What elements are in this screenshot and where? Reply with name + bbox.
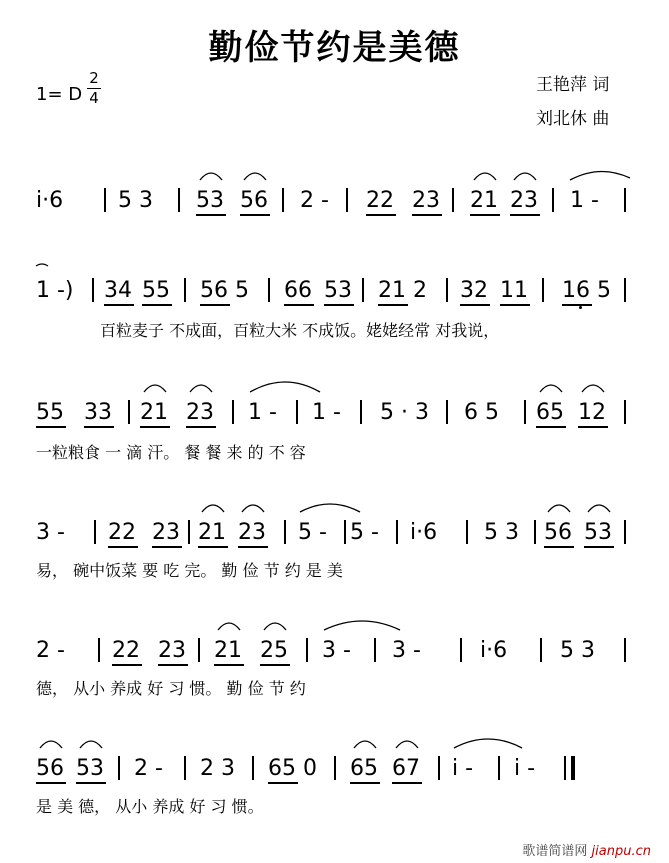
note-group: 56 bbox=[544, 520, 572, 545]
note-group: 5 - bbox=[298, 520, 327, 545]
note-group: 65 bbox=[536, 400, 564, 425]
note-group: 66 bbox=[284, 278, 312, 303]
note-group: 5 - bbox=[350, 520, 379, 545]
tie bbox=[324, 621, 400, 630]
slur bbox=[242, 505, 264, 512]
note-group: i·6 bbox=[36, 188, 64, 213]
note-group: 21 bbox=[470, 188, 498, 213]
note-group: 53 bbox=[584, 520, 612, 545]
slur bbox=[218, 623, 240, 630]
note-group: 3 - bbox=[392, 638, 421, 663]
lyrics-line: 百粒麦子 不成面，百粒大米 不成饭。姥姥经常 对我说， bbox=[100, 321, 500, 340]
note-group: 67 bbox=[392, 756, 420, 781]
note-group: 53 bbox=[324, 278, 352, 303]
tie bbox=[250, 382, 320, 392]
slur bbox=[548, 505, 570, 512]
note-group: 22 bbox=[112, 638, 140, 663]
note-group: i - bbox=[514, 756, 536, 781]
slur bbox=[200, 173, 222, 180]
note-group: 55 bbox=[36, 400, 64, 425]
note-group: 25 bbox=[260, 638, 288, 663]
tie bbox=[570, 171, 630, 180]
slur bbox=[396, 741, 418, 748]
note-group: 2 - bbox=[134, 756, 163, 781]
slur bbox=[264, 623, 286, 630]
note-group: 1 - bbox=[248, 400, 277, 425]
slur bbox=[244, 173, 266, 180]
note-group: 53 bbox=[196, 188, 224, 213]
lyrics-line: 一粒粮食 一 滴 汗。 餐 餐 来 的 不 容 bbox=[36, 443, 306, 462]
slur bbox=[190, 385, 212, 392]
note-group: 3 - bbox=[36, 520, 65, 545]
slur bbox=[40, 741, 62, 748]
lyrics-line: 是 美 德， 从小 养成 好 习 惯。 bbox=[36, 797, 264, 816]
composer-credit: 刘北休 曲 bbox=[536, 109, 610, 129]
note-group: 21 bbox=[198, 520, 226, 545]
slur bbox=[588, 505, 610, 512]
lyricist-credit: 王艳萍 词 bbox=[536, 75, 610, 95]
tie bbox=[36, 264, 48, 266]
note-group: 23 bbox=[238, 520, 266, 545]
lyrics-line: 易， 碗中饭菜 要 吃 完。 勤 俭 节 约 是 美 bbox=[36, 561, 343, 580]
slur bbox=[582, 385, 604, 392]
slur bbox=[474, 173, 496, 180]
note-group: 22 bbox=[108, 520, 136, 545]
key-signature: 1= D bbox=[36, 84, 83, 105]
note-group: 23 bbox=[152, 520, 180, 545]
slur bbox=[80, 741, 102, 748]
note-group: 2 - bbox=[36, 638, 65, 663]
note-group: 1 - bbox=[312, 400, 341, 425]
note-group: 2 - bbox=[300, 188, 329, 213]
note-group: 22 bbox=[366, 188, 394, 213]
note-group: 3 - bbox=[322, 638, 351, 663]
note-group: 56 5 bbox=[200, 278, 249, 303]
note-group: 23 bbox=[158, 638, 186, 663]
slur bbox=[514, 173, 536, 180]
note-group: 5 3 bbox=[484, 520, 519, 545]
note-group: 34 bbox=[104, 278, 132, 303]
slur bbox=[354, 741, 376, 748]
note-group: 5 · 3 bbox=[380, 400, 429, 425]
note-group: 33 bbox=[84, 400, 112, 425]
note-group: i·6 bbox=[410, 520, 438, 545]
slur bbox=[202, 505, 224, 512]
note-group: 23 bbox=[510, 188, 538, 213]
tie bbox=[454, 739, 522, 748]
note-group: 56 bbox=[240, 188, 268, 213]
time-sig-bottom: 4 bbox=[89, 89, 99, 107]
lyrics-line: 德， 从小 养成 好 习 惯。 勤 俭 节 约 bbox=[36, 679, 306, 698]
slur bbox=[144, 385, 166, 392]
note-group: 5 3 bbox=[118, 188, 153, 213]
note-group: 6 5 bbox=[464, 400, 499, 425]
note-group: 65 0 bbox=[268, 756, 317, 781]
note-group: 11 bbox=[500, 278, 528, 303]
note-group: 16 5 bbox=[562, 278, 611, 303]
note-group: 32 bbox=[460, 278, 488, 303]
note-group: 1 -) bbox=[36, 278, 74, 303]
note-group: 53 bbox=[76, 756, 104, 781]
slur bbox=[540, 385, 562, 392]
note-group: 1 - bbox=[570, 188, 599, 213]
note-group: 55 bbox=[142, 278, 170, 303]
watermark-url: jianpu.cn bbox=[591, 844, 651, 859]
tie bbox=[300, 504, 360, 512]
note-group: 5 3 bbox=[560, 638, 595, 663]
note-group: 23 bbox=[412, 188, 440, 213]
note-group: i - bbox=[452, 756, 474, 781]
note-group: i·6 bbox=[480, 638, 508, 663]
time-sig-top: 2 bbox=[89, 69, 99, 87]
note-group: 21 bbox=[214, 638, 242, 663]
note-group: 2 3 bbox=[200, 756, 235, 781]
note-group: 23 bbox=[186, 400, 214, 425]
watermark bbox=[522, 840, 651, 859]
song-title: 勤俭节约是美德 bbox=[208, 28, 461, 68]
note-group: 56 bbox=[36, 756, 64, 781]
watermark-site: 歌谱简谱网 bbox=[522, 844, 588, 859]
note-group: 65 bbox=[350, 756, 378, 781]
note-group: 21 2 bbox=[378, 278, 427, 303]
note-group: 12 bbox=[578, 400, 606, 425]
note-group: 21 bbox=[140, 400, 168, 425]
